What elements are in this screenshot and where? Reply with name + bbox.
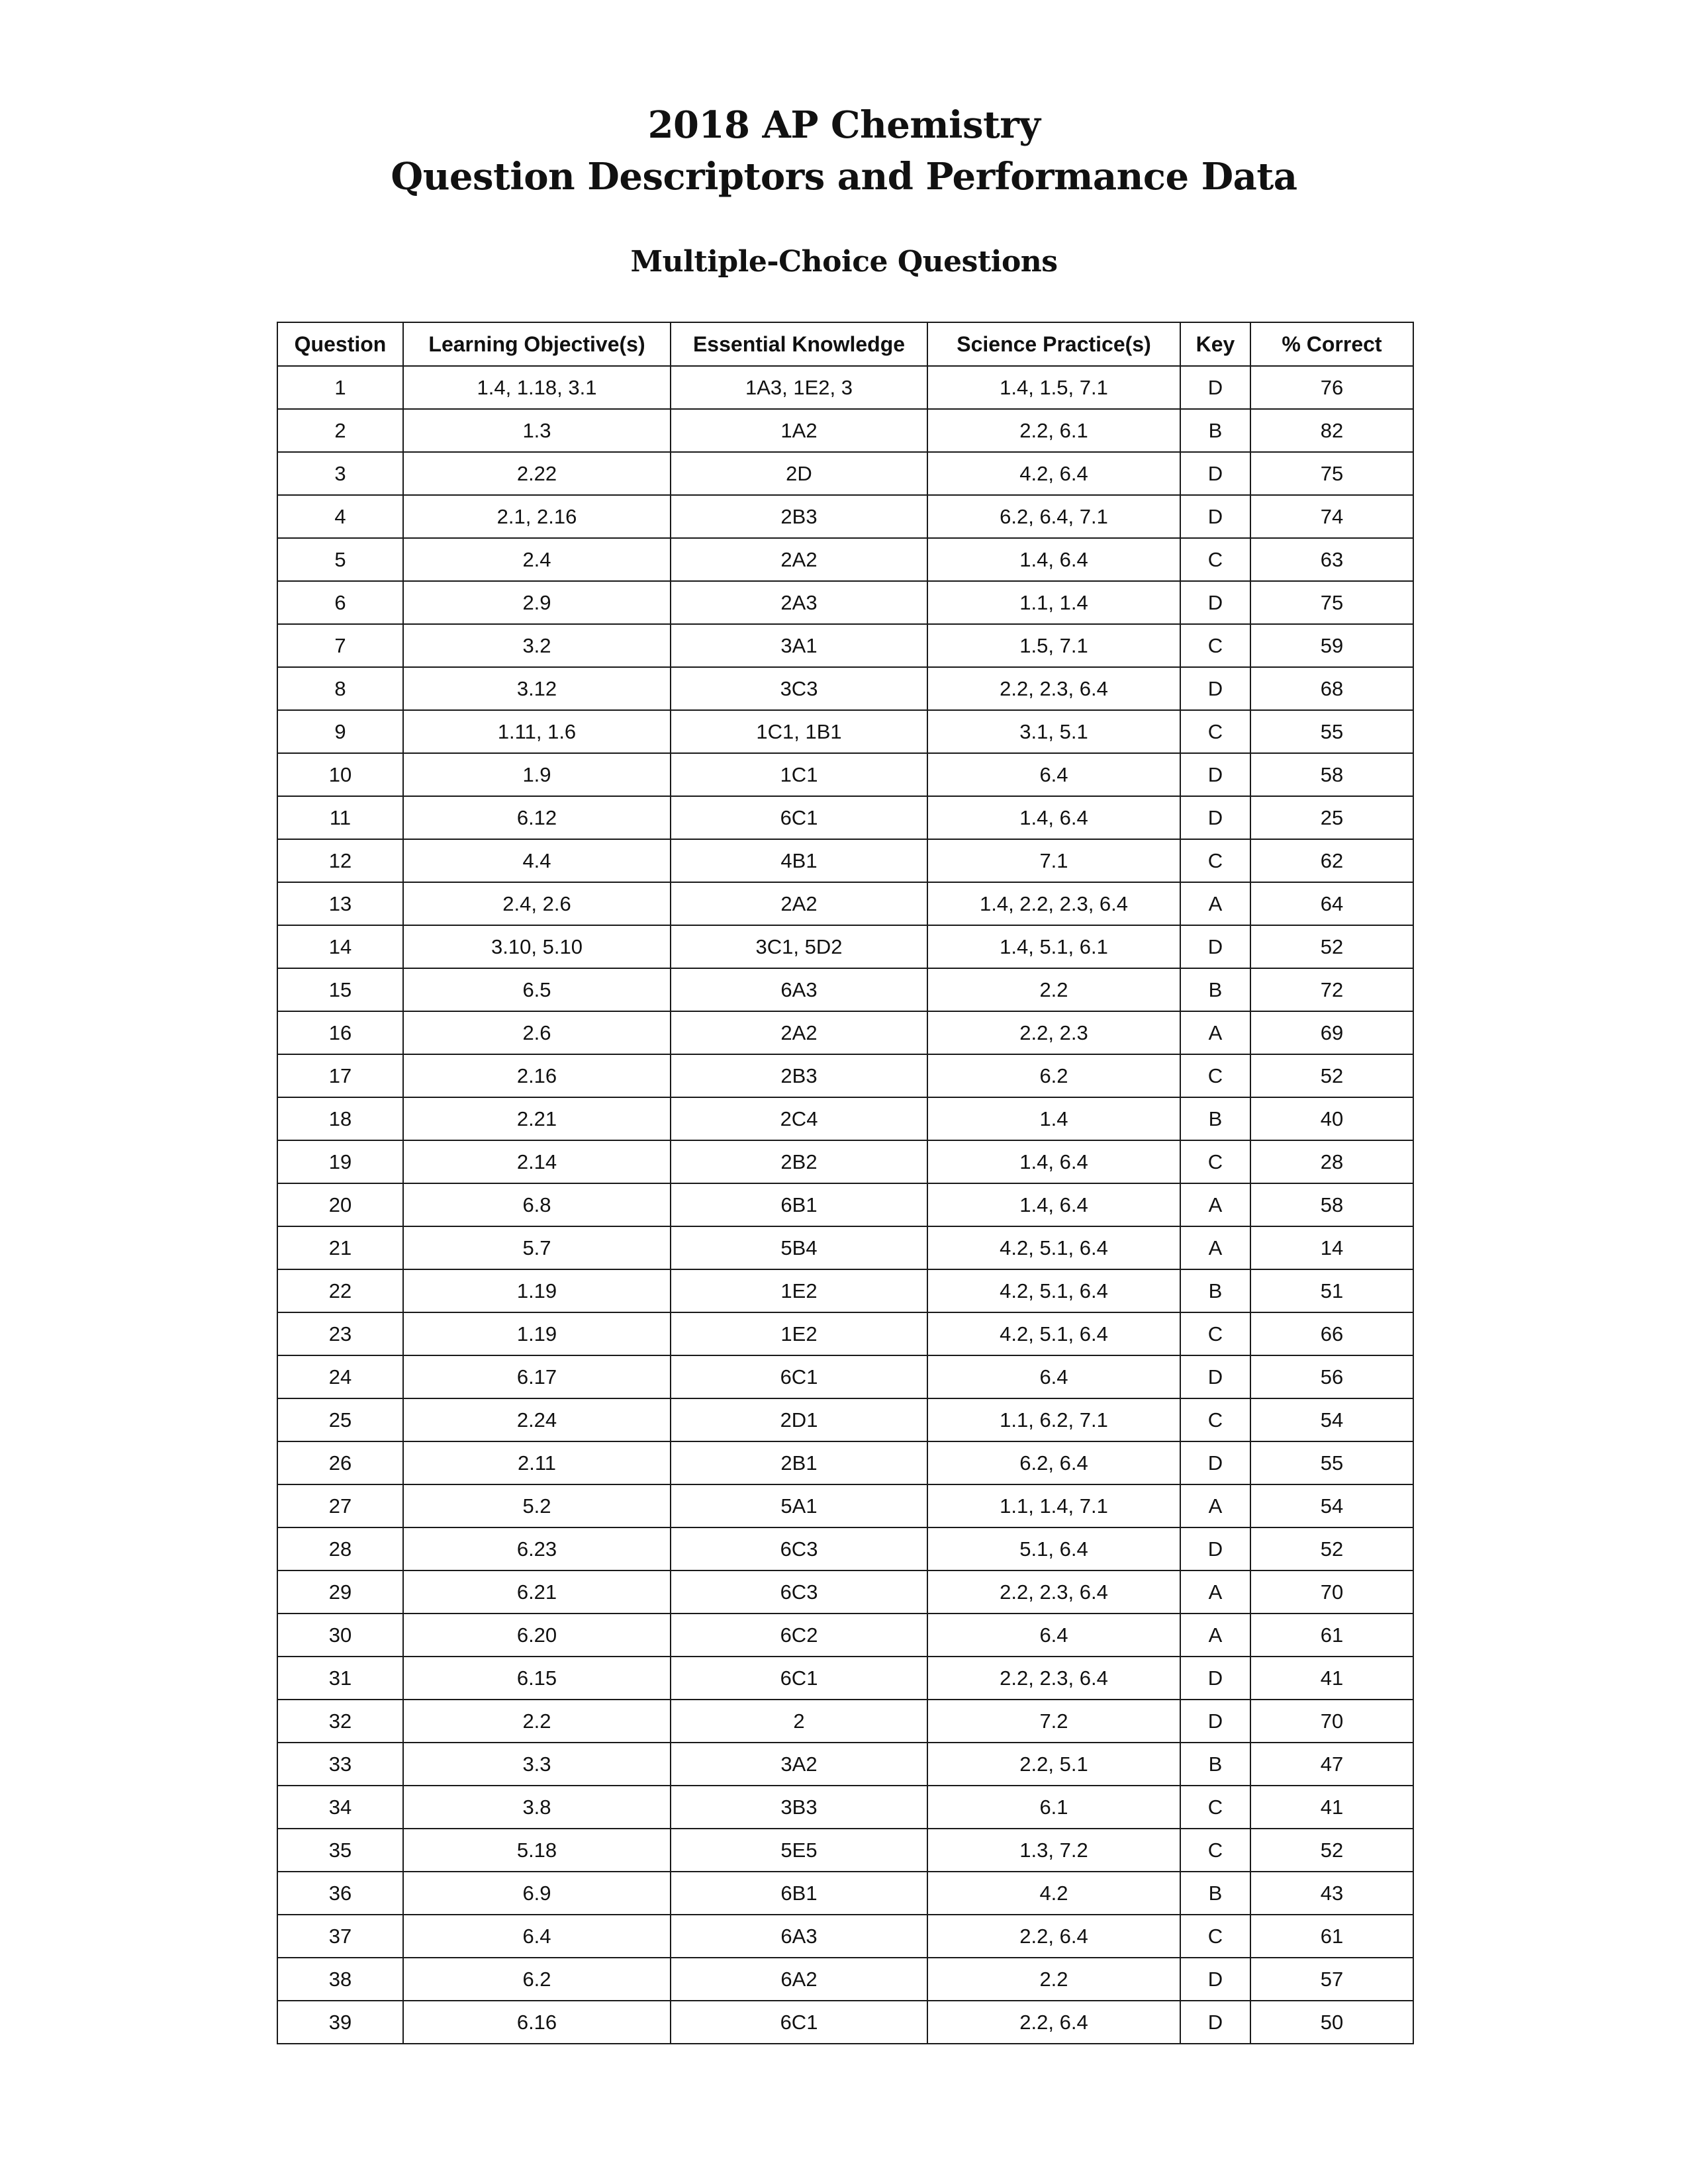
cell-key: B bbox=[1180, 409, 1250, 452]
cell-essential-knowledge: 2D1 bbox=[671, 1398, 927, 1441]
cell-learning-objectives: 2.6 bbox=[403, 1011, 671, 1054]
table-row bbox=[277, 1700, 1413, 1743]
cell-key: A bbox=[1180, 1484, 1250, 1527]
cell-percent-correct: 51 bbox=[1250, 1269, 1413, 1312]
cell-key: C bbox=[1180, 538, 1250, 581]
cell-question: 13 bbox=[277, 882, 403, 925]
cell-question: 6 bbox=[277, 581, 403, 624]
cell-learning-objectives: 2.4 bbox=[403, 538, 671, 581]
cell-percent-correct: 61 bbox=[1250, 1915, 1413, 1958]
cell-science-practices: 1.4, 6.4 bbox=[927, 796, 1180, 839]
cell-learning-objectives: 1.19 bbox=[403, 1312, 671, 1355]
cell-science-practices: 6.2, 6.4, 7.1 bbox=[927, 495, 1180, 538]
cell-learning-objectives: 4.4 bbox=[403, 839, 671, 882]
table-row bbox=[277, 667, 1413, 710]
cell-science-practices: 6.1 bbox=[927, 1786, 1180, 1829]
header-percent-correct: % Correct bbox=[1250, 322, 1413, 366]
cell-essential-knowledge: 6C1 bbox=[671, 796, 927, 839]
cell-percent-correct: 25 bbox=[1250, 796, 1413, 839]
cell-question: 1 bbox=[277, 366, 403, 409]
table-row bbox=[277, 710, 1413, 753]
cell-science-practices: 2.2 bbox=[927, 968, 1180, 1011]
cell-learning-objectives: 6.23 bbox=[403, 1527, 671, 1570]
cell-learning-objectives: 6.16 bbox=[403, 2001, 671, 2044]
cell-essential-knowledge: 3B3 bbox=[671, 1786, 927, 1829]
cell-percent-correct: 68 bbox=[1250, 667, 1413, 710]
cell-science-practices: 3.1, 5.1 bbox=[927, 710, 1180, 753]
cell-science-practices: 2.2, 5.1 bbox=[927, 1743, 1180, 1786]
cell-essential-knowledge: 2 bbox=[671, 1700, 927, 1743]
cell-science-practices: 6.4 bbox=[927, 1355, 1180, 1398]
cell-key: C bbox=[1180, 710, 1250, 753]
table-row bbox=[277, 1915, 1413, 1958]
cell-learning-objectives: 1.4, 1.18, 3.1 bbox=[403, 366, 671, 409]
table-row bbox=[277, 1312, 1413, 1355]
title-line-2: Question Descriptors and Performance Data bbox=[391, 155, 1297, 199]
cell-learning-objectives: 3.2 bbox=[403, 624, 671, 667]
cell-question: 34 bbox=[277, 1786, 403, 1829]
table-row bbox=[277, 495, 1413, 538]
cell-science-practices: 4.2, 5.1, 6.4 bbox=[927, 1269, 1180, 1312]
cell-percent-correct: 14 bbox=[1250, 1226, 1413, 1269]
cell-essential-knowledge: 6A3 bbox=[671, 968, 927, 1011]
table-row bbox=[277, 538, 1413, 581]
cell-essential-knowledge: 1C1, 1B1 bbox=[671, 710, 927, 753]
cell-question: 2 bbox=[277, 409, 403, 452]
cell-learning-objectives: 6.15 bbox=[403, 1657, 671, 1700]
cell-learning-objectives: 2.16 bbox=[403, 1054, 671, 1097]
cell-question: 17 bbox=[277, 1054, 403, 1097]
cell-question: 18 bbox=[277, 1097, 403, 1140]
cell-percent-correct: 54 bbox=[1250, 1398, 1413, 1441]
cell-question: 35 bbox=[277, 1829, 403, 1872]
cell-question: 28 bbox=[277, 1527, 403, 1570]
cell-essential-knowledge: 2A2 bbox=[671, 538, 927, 581]
cell-learning-objectives: 6.12 bbox=[403, 796, 671, 839]
cell-essential-knowledge: 3C3 bbox=[671, 667, 927, 710]
table-row bbox=[277, 1226, 1413, 1269]
header-question: Question bbox=[277, 322, 403, 366]
cell-learning-objectives: 5.2 bbox=[403, 1484, 671, 1527]
header-learning-objectives: Learning Objective(s) bbox=[403, 322, 671, 366]
cell-question: 16 bbox=[277, 1011, 403, 1054]
cell-essential-knowledge: 2B3 bbox=[671, 1054, 927, 1097]
cell-percent-correct: 58 bbox=[1250, 1183, 1413, 1226]
cell-key: C bbox=[1180, 1829, 1250, 1872]
table-row bbox=[277, 753, 1413, 796]
cell-science-practices: 1.4, 2.2, 2.3, 6.4 bbox=[927, 882, 1180, 925]
cell-science-practices: 4.2, 5.1, 6.4 bbox=[927, 1226, 1180, 1269]
table-row bbox=[277, 1872, 1413, 1915]
table-row bbox=[277, 796, 1413, 839]
cell-essential-knowledge: 6B1 bbox=[671, 1872, 927, 1915]
cell-percent-correct: 76 bbox=[1250, 366, 1413, 409]
cell-science-practices: 6.2, 6.4 bbox=[927, 1441, 1180, 1484]
table-row bbox=[277, 1097, 1413, 1140]
table-body bbox=[277, 366, 1413, 2044]
cell-question: 19 bbox=[277, 1140, 403, 1183]
cell-learning-objectives: 5.7 bbox=[403, 1226, 671, 1269]
cell-learning-objectives: 1.9 bbox=[403, 753, 671, 796]
cell-key: D bbox=[1180, 796, 1250, 839]
cell-essential-knowledge: 3A1 bbox=[671, 624, 927, 667]
cell-percent-correct: 43 bbox=[1250, 1872, 1413, 1915]
cell-essential-knowledge: 2A3 bbox=[671, 581, 927, 624]
table-row bbox=[277, 452, 1413, 495]
cell-key: C bbox=[1180, 839, 1250, 882]
table-row bbox=[277, 1657, 1413, 1700]
cell-essential-knowledge: 6C3 bbox=[671, 1527, 927, 1570]
cell-question: 26 bbox=[277, 1441, 403, 1484]
cell-key: D bbox=[1180, 495, 1250, 538]
cell-learning-objectives: 2.4, 2.6 bbox=[403, 882, 671, 925]
cell-science-practices: 1.4, 6.4 bbox=[927, 1183, 1180, 1226]
cell-essential-knowledge: 6C1 bbox=[671, 2001, 927, 2044]
cell-percent-correct: 50 bbox=[1250, 2001, 1413, 2044]
cell-percent-correct: 52 bbox=[1250, 1527, 1413, 1570]
cell-science-practices: 1.4, 6.4 bbox=[927, 1140, 1180, 1183]
cell-key: D bbox=[1180, 1527, 1250, 1570]
cell-science-practices: 2.2, 6.4 bbox=[927, 1915, 1180, 1958]
table-row bbox=[277, 409, 1413, 452]
cell-science-practices: 2.2, 6.4 bbox=[927, 2001, 1180, 2044]
cell-question: 10 bbox=[277, 753, 403, 796]
cell-percent-correct: 82 bbox=[1250, 409, 1413, 452]
table-row bbox=[277, 1054, 1413, 1097]
cell-key: B bbox=[1180, 1269, 1250, 1312]
table-row bbox=[277, 925, 1413, 968]
cell-question: 30 bbox=[277, 1614, 403, 1657]
cell-key: C bbox=[1180, 1786, 1250, 1829]
cell-key: C bbox=[1180, 624, 1250, 667]
cell-key: B bbox=[1180, 1743, 1250, 1786]
table-row bbox=[277, 624, 1413, 667]
cell-percent-correct: 63 bbox=[1250, 538, 1413, 581]
cell-percent-correct: 40 bbox=[1250, 1097, 1413, 1140]
cell-essential-knowledge: 3C1, 5D2 bbox=[671, 925, 927, 968]
cell-question: 25 bbox=[277, 1398, 403, 1441]
cell-question: 27 bbox=[277, 1484, 403, 1527]
cell-question: 5 bbox=[277, 538, 403, 581]
cell-percent-correct: 61 bbox=[1250, 1614, 1413, 1657]
table-row bbox=[277, 1183, 1413, 1226]
cell-learning-objectives: 1.19 bbox=[403, 1269, 671, 1312]
cell-percent-correct: 74 bbox=[1250, 495, 1413, 538]
cell-learning-objectives: 3.8 bbox=[403, 1786, 671, 1829]
cell-question: 37 bbox=[277, 1915, 403, 1958]
cell-learning-objectives: 6.2 bbox=[403, 1958, 671, 2001]
cell-essential-knowledge: 2C4 bbox=[671, 1097, 927, 1140]
cell-essential-knowledge: 2B2 bbox=[671, 1140, 927, 1183]
cell-question: 4 bbox=[277, 495, 403, 538]
section-title: Multiple-Choice Questions bbox=[630, 245, 1058, 279]
cell-key: C bbox=[1180, 1915, 1250, 1958]
cell-essential-knowledge: 6C2 bbox=[671, 1614, 927, 1657]
cell-essential-knowledge: 5E5 bbox=[671, 1829, 927, 1872]
cell-key: D bbox=[1180, 667, 1250, 710]
cell-key: D bbox=[1180, 366, 1250, 409]
performance-table bbox=[277, 322, 1414, 2044]
cell-learning-objectives: 6.17 bbox=[403, 1355, 671, 1398]
cell-science-practices: 7.1 bbox=[927, 839, 1180, 882]
cell-science-practices: 4.2, 6.4 bbox=[927, 452, 1180, 495]
cell-key: A bbox=[1180, 1183, 1250, 1226]
cell-key: C bbox=[1180, 1140, 1250, 1183]
cell-percent-correct: 55 bbox=[1250, 710, 1413, 753]
cell-learning-objectives: 2.14 bbox=[403, 1140, 671, 1183]
table-row bbox=[277, 1614, 1413, 1657]
cell-percent-correct: 58 bbox=[1250, 753, 1413, 796]
cell-science-practices: 2.2, 2.3, 6.4 bbox=[927, 1570, 1180, 1614]
cell-science-practices: 4.2, 5.1, 6.4 bbox=[927, 1312, 1180, 1355]
cell-science-practices: 2.2, 2.3 bbox=[927, 1011, 1180, 1054]
cell-question: 32 bbox=[277, 1700, 403, 1743]
cell-science-practices: 6.4 bbox=[927, 1614, 1180, 1657]
cell-essential-knowledge: 2B1 bbox=[671, 1441, 927, 1484]
table-row bbox=[277, 1269, 1413, 1312]
cell-learning-objectives: 6.4 bbox=[403, 1915, 671, 1958]
cell-question: 11 bbox=[277, 796, 403, 839]
table-row bbox=[277, 1441, 1413, 1484]
cell-key: D bbox=[1180, 1657, 1250, 1700]
cell-question: 29 bbox=[277, 1570, 403, 1614]
cell-learning-objectives: 2.2 bbox=[403, 1700, 671, 1743]
table-row bbox=[277, 1398, 1413, 1441]
cell-essential-knowledge: 5B4 bbox=[671, 1226, 927, 1269]
cell-key: A bbox=[1180, 1570, 1250, 1614]
cell-learning-objectives: 2.9 bbox=[403, 581, 671, 624]
cell-percent-correct: 55 bbox=[1250, 1441, 1413, 1484]
cell-key: D bbox=[1180, 1958, 1250, 2001]
cell-key: B bbox=[1180, 1872, 1250, 1915]
cell-key: D bbox=[1180, 925, 1250, 968]
document-title bbox=[0, 99, 1688, 203]
cell-percent-correct: 52 bbox=[1250, 1054, 1413, 1097]
cell-science-practices: 1.4 bbox=[927, 1097, 1180, 1140]
table-row bbox=[277, 1570, 1413, 1614]
cell-question: 8 bbox=[277, 667, 403, 710]
table-header-row bbox=[277, 322, 1413, 366]
cell-essential-knowledge: 6A3 bbox=[671, 1915, 927, 1958]
cell-key: D bbox=[1180, 581, 1250, 624]
cell-key: A bbox=[1180, 1011, 1250, 1054]
cell-essential-knowledge: 6C1 bbox=[671, 1657, 927, 1700]
cell-science-practices: 2.2, 2.3, 6.4 bbox=[927, 667, 1180, 710]
cell-essential-knowledge: 3A2 bbox=[671, 1743, 927, 1786]
cell-science-practices: 2.2, 6.1 bbox=[927, 409, 1180, 452]
cell-essential-knowledge: 2B3 bbox=[671, 495, 927, 538]
cell-key: D bbox=[1180, 452, 1250, 495]
cell-essential-knowledge: 6C3 bbox=[671, 1570, 927, 1614]
cell-essential-knowledge: 2A2 bbox=[671, 1011, 927, 1054]
cell-percent-correct: 62 bbox=[1250, 839, 1413, 882]
cell-percent-correct: 75 bbox=[1250, 581, 1413, 624]
cell-learning-objectives: 2.11 bbox=[403, 1441, 671, 1484]
cell-learning-objectives: 2.21 bbox=[403, 1097, 671, 1140]
cell-science-practices: 7.2 bbox=[927, 1700, 1180, 1743]
cell-question: 15 bbox=[277, 968, 403, 1011]
cell-percent-correct: 59 bbox=[1250, 624, 1413, 667]
header-science-practices: Science Practice(s) bbox=[927, 322, 1180, 366]
cell-science-practices: 1.4, 1.5, 7.1 bbox=[927, 366, 1180, 409]
cell-science-practices: 4.2 bbox=[927, 1872, 1180, 1915]
cell-essential-knowledge: 1E2 bbox=[671, 1269, 927, 1312]
cell-key: D bbox=[1180, 1700, 1250, 1743]
cell-key: D bbox=[1180, 1355, 1250, 1398]
cell-essential-knowledge: 2A2 bbox=[671, 882, 927, 925]
cell-question: 22 bbox=[277, 1269, 403, 1312]
cell-key: A bbox=[1180, 1226, 1250, 1269]
cell-key: B bbox=[1180, 1097, 1250, 1140]
cell-percent-correct: 28 bbox=[1250, 1140, 1413, 1183]
cell-science-practices: 1.5, 7.1 bbox=[927, 624, 1180, 667]
cell-question: 36 bbox=[277, 1872, 403, 1915]
cell-science-practices: 2.2, 2.3, 6.4 bbox=[927, 1657, 1180, 1700]
table-row bbox=[277, 1958, 1413, 2001]
table-row bbox=[277, 839, 1413, 882]
cell-key: A bbox=[1180, 882, 1250, 925]
cell-science-practices: 2.2 bbox=[927, 1958, 1180, 2001]
table-row bbox=[277, 882, 1413, 925]
table-row bbox=[277, 1829, 1413, 1872]
cell-science-practices: 6.2 bbox=[927, 1054, 1180, 1097]
cell-question: 9 bbox=[277, 710, 403, 753]
cell-percent-correct: 72 bbox=[1250, 968, 1413, 1011]
cell-learning-objectives: 1.11, 1.6 bbox=[403, 710, 671, 753]
cell-essential-knowledge: 6A2 bbox=[671, 1958, 927, 2001]
table-row bbox=[277, 2001, 1413, 2044]
cell-essential-knowledge: 6C1 bbox=[671, 1355, 927, 1398]
cell-essential-knowledge: 1A2 bbox=[671, 409, 927, 452]
cell-question: 23 bbox=[277, 1312, 403, 1355]
cell-question: 39 bbox=[277, 2001, 403, 2044]
cell-learning-objectives: 3.12 bbox=[403, 667, 671, 710]
table-row bbox=[277, 968, 1413, 1011]
cell-percent-correct: 47 bbox=[1250, 1743, 1413, 1786]
cell-question: 24 bbox=[277, 1355, 403, 1398]
cell-essential-knowledge: 4B1 bbox=[671, 839, 927, 882]
cell-question: 21 bbox=[277, 1226, 403, 1269]
table-row bbox=[277, 1011, 1413, 1054]
cell-essential-knowledge: 1E2 bbox=[671, 1312, 927, 1355]
cell-key: D bbox=[1180, 753, 1250, 796]
cell-percent-correct: 56 bbox=[1250, 1355, 1413, 1398]
cell-learning-objectives: 2.1, 2.16 bbox=[403, 495, 671, 538]
table-row bbox=[277, 1484, 1413, 1527]
header-essential-knowledge: Essential Knowledge bbox=[671, 322, 927, 366]
cell-essential-knowledge: 1C1 bbox=[671, 753, 927, 796]
header-key: Key bbox=[1180, 322, 1250, 366]
cell-key: C bbox=[1180, 1398, 1250, 1441]
table-row bbox=[277, 1527, 1413, 1570]
cell-essential-knowledge: 2D bbox=[671, 452, 927, 495]
cell-essential-knowledge: 1A3, 1E2, 3 bbox=[671, 366, 927, 409]
cell-percent-correct: 52 bbox=[1250, 925, 1413, 968]
cell-question: 38 bbox=[277, 1958, 403, 2001]
cell-learning-objectives: 6.21 bbox=[403, 1570, 671, 1614]
cell-learning-objectives: 2.22 bbox=[403, 452, 671, 495]
cell-learning-objectives: 3.3 bbox=[403, 1743, 671, 1786]
cell-learning-objectives: 6.9 bbox=[403, 1872, 671, 1915]
cell-learning-objectives: 6.20 bbox=[403, 1614, 671, 1657]
cell-key: C bbox=[1180, 1054, 1250, 1097]
cell-percent-correct: 64 bbox=[1250, 882, 1413, 925]
cell-learning-objectives: 6.8 bbox=[403, 1183, 671, 1226]
cell-percent-correct: 41 bbox=[1250, 1786, 1413, 1829]
cell-key: C bbox=[1180, 1312, 1250, 1355]
cell-question: 12 bbox=[277, 839, 403, 882]
cell-key: D bbox=[1180, 2001, 1250, 2044]
table-row bbox=[277, 1140, 1413, 1183]
cell-question: 33 bbox=[277, 1743, 403, 1786]
cell-science-practices: 1.4, 6.4 bbox=[927, 538, 1180, 581]
cell-science-practices: 5.1, 6.4 bbox=[927, 1527, 1180, 1570]
cell-key: B bbox=[1180, 968, 1250, 1011]
table-row bbox=[277, 1743, 1413, 1786]
cell-science-practices: 1.1, 1.4, 7.1 bbox=[927, 1484, 1180, 1527]
cell-percent-correct: 41 bbox=[1250, 1657, 1413, 1700]
cell-percent-correct: 69 bbox=[1250, 1011, 1413, 1054]
cell-percent-correct: 57 bbox=[1250, 1958, 1413, 2001]
cell-learning-objectives: 1.3 bbox=[403, 409, 671, 452]
cell-science-practices: 1.1, 6.2, 7.1 bbox=[927, 1398, 1180, 1441]
cell-learning-objectives: 2.24 bbox=[403, 1398, 671, 1441]
table-row bbox=[277, 581, 1413, 624]
cell-science-practices: 1.1, 1.4 bbox=[927, 581, 1180, 624]
table-row bbox=[277, 1786, 1413, 1829]
cell-percent-correct: 66 bbox=[1250, 1312, 1413, 1355]
cell-percent-correct: 75 bbox=[1250, 452, 1413, 495]
cell-percent-correct: 52 bbox=[1250, 1829, 1413, 1872]
cell-question: 20 bbox=[277, 1183, 403, 1226]
cell-science-practices: 1.3, 7.2 bbox=[927, 1829, 1180, 1872]
cell-question: 3 bbox=[277, 452, 403, 495]
cell-learning-objectives: 5.18 bbox=[403, 1829, 671, 1872]
cell-percent-correct: 54 bbox=[1250, 1484, 1413, 1527]
cell-percent-correct: 70 bbox=[1250, 1570, 1413, 1614]
cell-science-practices: 1.4, 5.1, 6.1 bbox=[927, 925, 1180, 968]
table-row bbox=[277, 1355, 1413, 1398]
title-line-1: 2018 AP Chemistry bbox=[647, 103, 1041, 147]
cell-key: A bbox=[1180, 1614, 1250, 1657]
cell-essential-knowledge: 6B1 bbox=[671, 1183, 927, 1226]
cell-essential-knowledge: 5A1 bbox=[671, 1484, 927, 1527]
cell-learning-objectives: 6.5 bbox=[403, 968, 671, 1011]
cell-percent-correct: 70 bbox=[1250, 1700, 1413, 1743]
cell-question: 14 bbox=[277, 925, 403, 968]
table-row bbox=[277, 366, 1413, 409]
cell-key: D bbox=[1180, 1441, 1250, 1484]
cell-learning-objectives: 3.10, 5.10 bbox=[403, 925, 671, 968]
cell-question: 7 bbox=[277, 624, 403, 667]
cell-question: 31 bbox=[277, 1657, 403, 1700]
cell-science-practices: 6.4 bbox=[927, 753, 1180, 796]
